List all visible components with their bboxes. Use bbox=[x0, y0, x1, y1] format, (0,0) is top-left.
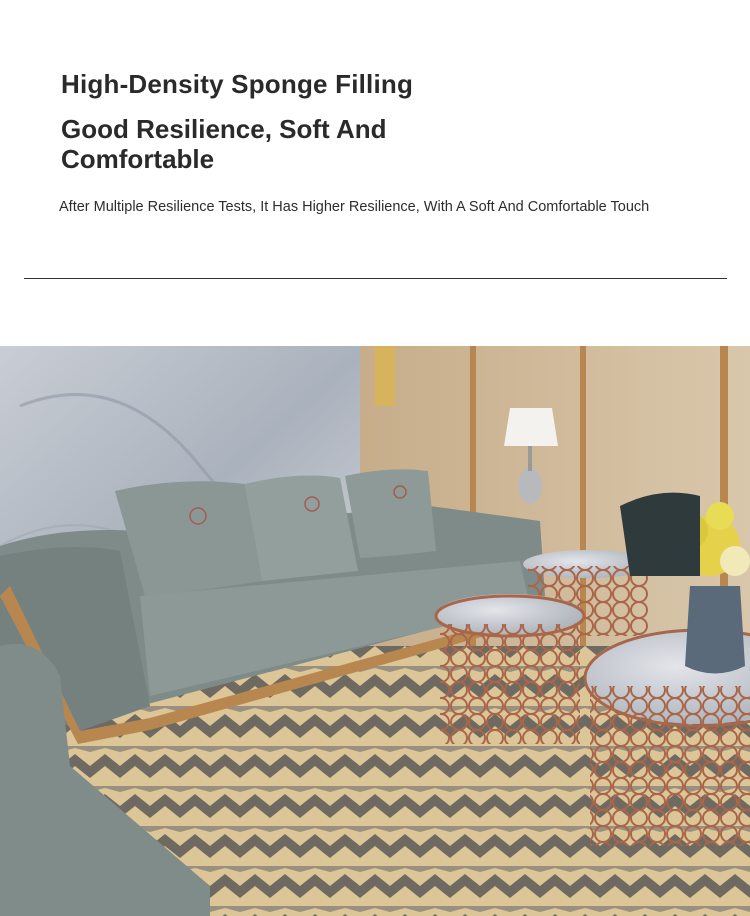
sofa-scene bbox=[0, 346, 750, 916]
dark-accent-chair bbox=[620, 493, 700, 576]
side-table-base bbox=[440, 624, 580, 744]
throw-pillow-2 bbox=[245, 476, 358, 581]
lamp-base bbox=[518, 468, 542, 504]
throw-pillow-3 bbox=[345, 469, 436, 558]
feature-description: After Multiple Resilience Tests, It Has Higher Resilience, With A Soft And Comfortable Touch bbox=[59, 199, 650, 215]
feature-heading bbox=[61, 66, 701, 174]
feature-title: High-Density Sponge Filling bbox=[61, 69, 414, 99]
table-lamp-shade bbox=[504, 408, 558, 446]
section-divider bbox=[24, 278, 727, 279]
wall-sconce bbox=[375, 346, 395, 406]
flower-vase bbox=[685, 586, 745, 674]
feature-subtitle: Good Resilience, Soft And Comfortable bbox=[61, 114, 387, 174]
sofa-photo bbox=[0, 346, 750, 916]
